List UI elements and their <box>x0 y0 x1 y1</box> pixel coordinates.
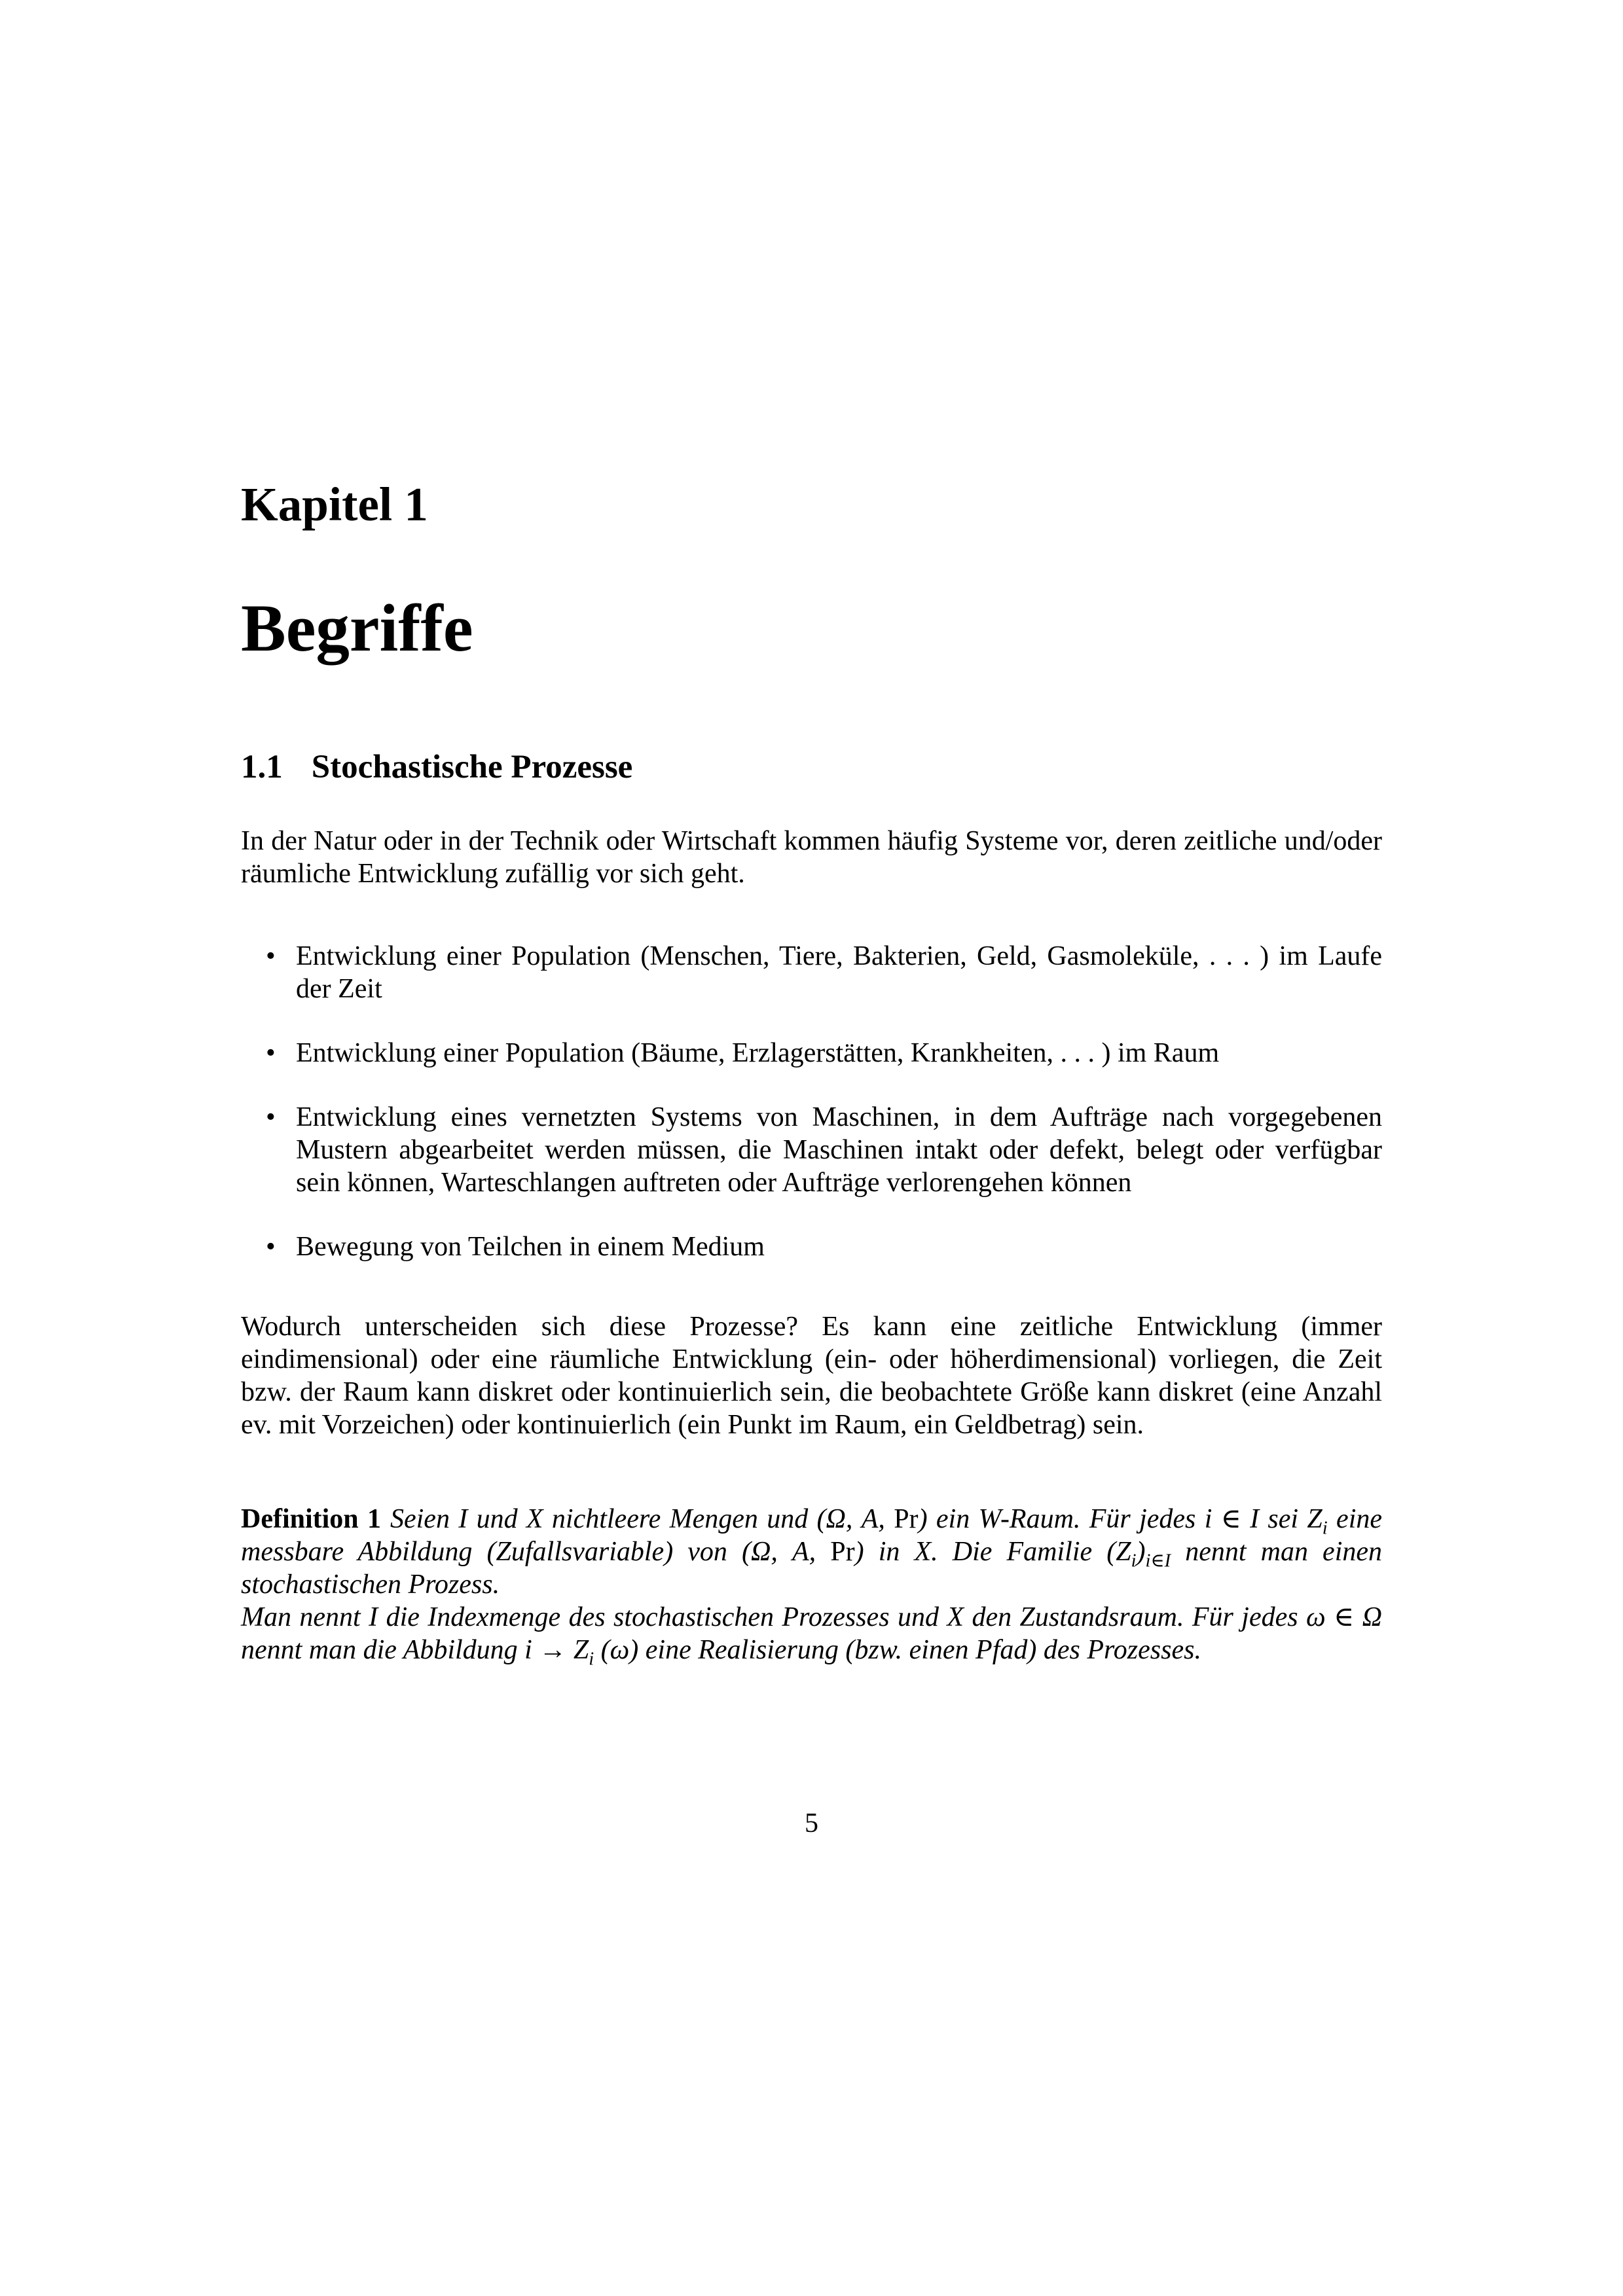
definition-paragraph-1 <box>241 1503 1382 1601</box>
list-item: • Entwicklung eines vernetzten Systems von Maschinen, in dem Aufträge nach vorgegebenen Mustern abgearbeitet werden müssen, die Maschinen intakt oder defekt, belegt oder verfügbar sein können, Warteschlangen auftreten oder Aufträge verlorengehen können <box>296 1101 1382 1199</box>
list-item: • Entwicklung einer Population (Menschen, Tiere, Bakterien, Geld, Gasmoleküle, . . . ) im Laufe der Zeit <box>296 940 1382 1005</box>
list-item: • Entwicklung einer Population (Bäume, Erzlagerstätten, Krankheiten, . . . ) im Raum <box>296 1037 1382 1069</box>
bullet-list <box>241 940 1382 1263</box>
intro-paragraph: In der Natur oder in der Technik oder Wirtschaft kommen häufig Systeme vor, deren zeitliche und/oder räumliche Entwicklung zufällig vor sich geht. <box>241 825 1382 889</box>
definition-body: Seien I und X nichtleere Mengen und (Ω, A, Pr) ein W-Raum. Für jedes i ∈ I sei $Z_i$ eine messbare Abbildung (Zufallsvariable) von (Ω, A, Pr) in X. Die Familie $(Z_i)_{i\in I}$ nennt man einen stochastischen Prozess. <box>241 1503 1382 1600</box>
discussion-paragraph: Wodurch unterscheiden sich diese Prozesse? Es kann eine zeitliche Entwicklung (immer eindimensional) oder eine räumliche Entwicklung (ein- oder höherdimensional) vorliegen, die Zeit bzw. der Raum kann diskret oder kontinuierlich sein, die beobachtete Größe kann diskret (eine Anzahl ev. mit Vorzeichen) oder kontinuierlich (ein Punkt im Raum, ein Geldbetrag) sein. <box>241 1311 1382 1440</box>
section-title: Stochastische Prozesse <box>311 748 633 785</box>
page-number: 5 <box>805 1808 818 1839</box>
definition-block <box>241 1503 1382 1670</box>
definition-label: Definition 1 <box>241 1503 381 1534</box>
chapter-title: Begriffe <box>241 590 473 666</box>
definition-paragraph-2: Man nennt I die Indexmenge des stochastischen Prozesses und X den Zustandsraum. Für jedes ω ∈ Ω nennt man die Abbildung $i \to Z_i$ (ω) eine Realisierung (bzw. einen Pfad) des Prozesses. <box>241 1602 1382 1670</box>
list-item: • Bewegung von Teilchen in einem Medium <box>296 1230 1382 1263</box>
section-number: 1.1 <box>241 748 283 785</box>
section-heading <box>241 749 1382 785</box>
chapter-label: Kapitel 1 <box>241 478 428 531</box>
